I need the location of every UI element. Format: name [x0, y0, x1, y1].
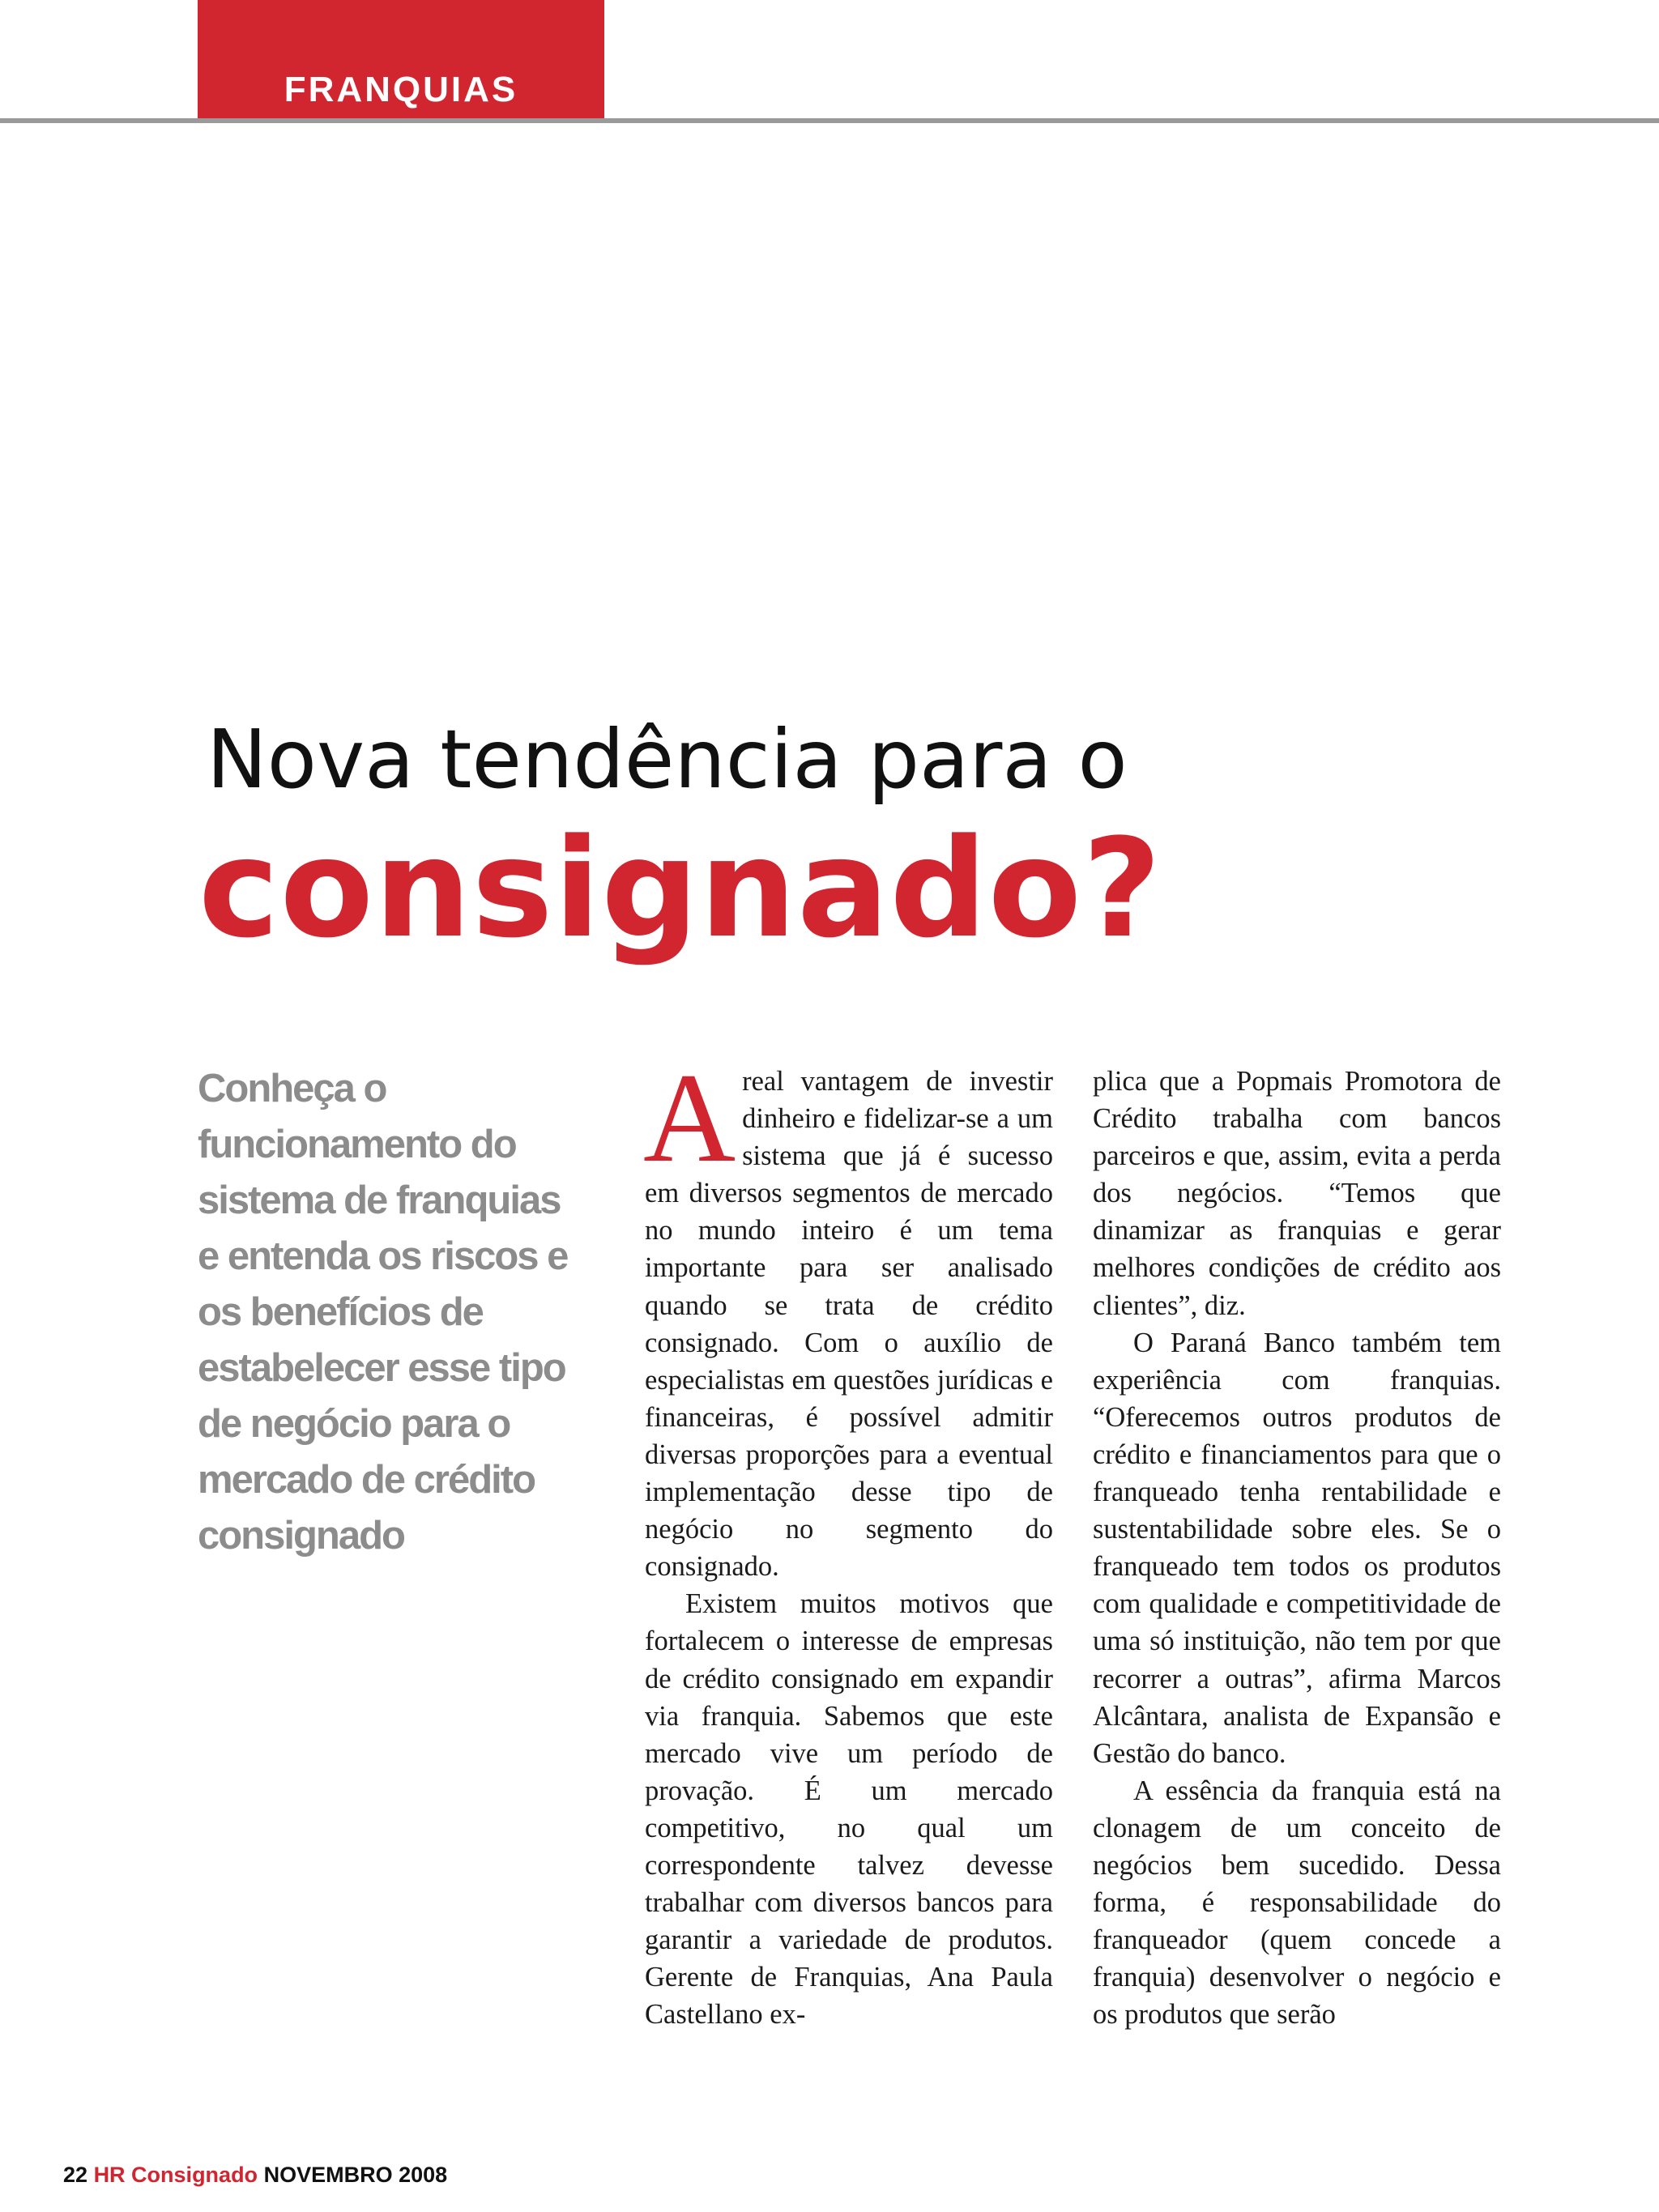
headline-line1: Nova tendência para o — [207, 712, 1128, 807]
standfirst: Conheça o funcionamento do sistema de franquias e entenda os riscos e os benefícios de estabelecer esse tipo de negócio para o mercado de crédito consignado — [198, 1067, 568, 1558]
page-number: 22 — [63, 2163, 88, 2187]
section-tab — [198, 0, 604, 120]
top-rule — [0, 118, 1659, 123]
headline-line2: consignado? — [198, 809, 1162, 968]
magazine-name: HR Consignado — [93, 2163, 258, 2187]
drop-cap: A — [643, 1047, 736, 1189]
body-paragraph-4: O Paraná Banco também tem experiência com franquias. “Oferecemos outros produtos de crédito e financiamentos para que o franqueado tenha rentabilidade e sustentabilidade sobre eles. Se o franqueado tem todos os produtos com qualidade e competitividade de uma só instituição, não tem por que recorrer a outras”, afirma Marcos Alcântara, analista de Expansão e Gestão do banco. — [1093, 1327, 1501, 1769]
body-paragraph-5: A essência da franquia está na clonagem de um conceito de negócios bem sucedido. Dessa forma, é responsabilidade do franqueador (quem concede a franquia) desenvolver o negócio e os produtos que serão — [1093, 1775, 1501, 2031]
body-paragraph-3: plica que a Popmais Promotora de Crédito trabalha com bancos parceiros e que, assim, evita a perda dos negócios. “Temos que dinamizar as franquias e gerar melhores condições de crédito aos clientes”, diz. — [1093, 1066, 1501, 1321]
body-column-1 — [643, 1047, 1053, 2033]
body-column-2 — [1093, 1063, 1501, 2033]
body-paragraph-2: Existem muitos motivos que fortalecem o interesse de empresas de crédito consignado em expandir via franquia. Sabemos que este mercado vive um período de provação. É um mercado competitivo, no qual um correspondente talvez devesse trabalhar com diversos bancos para garantir a variedade de produtos. Gerente de Franquias, Ana Paula Castellano ex- — [645, 1588, 1053, 2031]
page-footer — [63, 2161, 447, 2189]
body-paragraph-1 — [643, 1047, 1053, 1585]
issue-date: NOVEMBRO 2008 — [263, 2163, 448, 2187]
section-label: FRANQUIAS — [284, 70, 518, 109]
body-paragraph-1-text: real vantagem de investir dinheiro e fidelizar-se a um sistema que já é sucesso em diversos segmentos de mercado no mundo inteiro é um tema importante para ser analisado quando se trata de crédito consignado. Com o auxílio de especialistas em questões jurídicas e financeiras, é possível admitir diversas proporções para a eventual implementação desse tipo de negócio no segmento do consignado. — [645, 1066, 1053, 1583]
